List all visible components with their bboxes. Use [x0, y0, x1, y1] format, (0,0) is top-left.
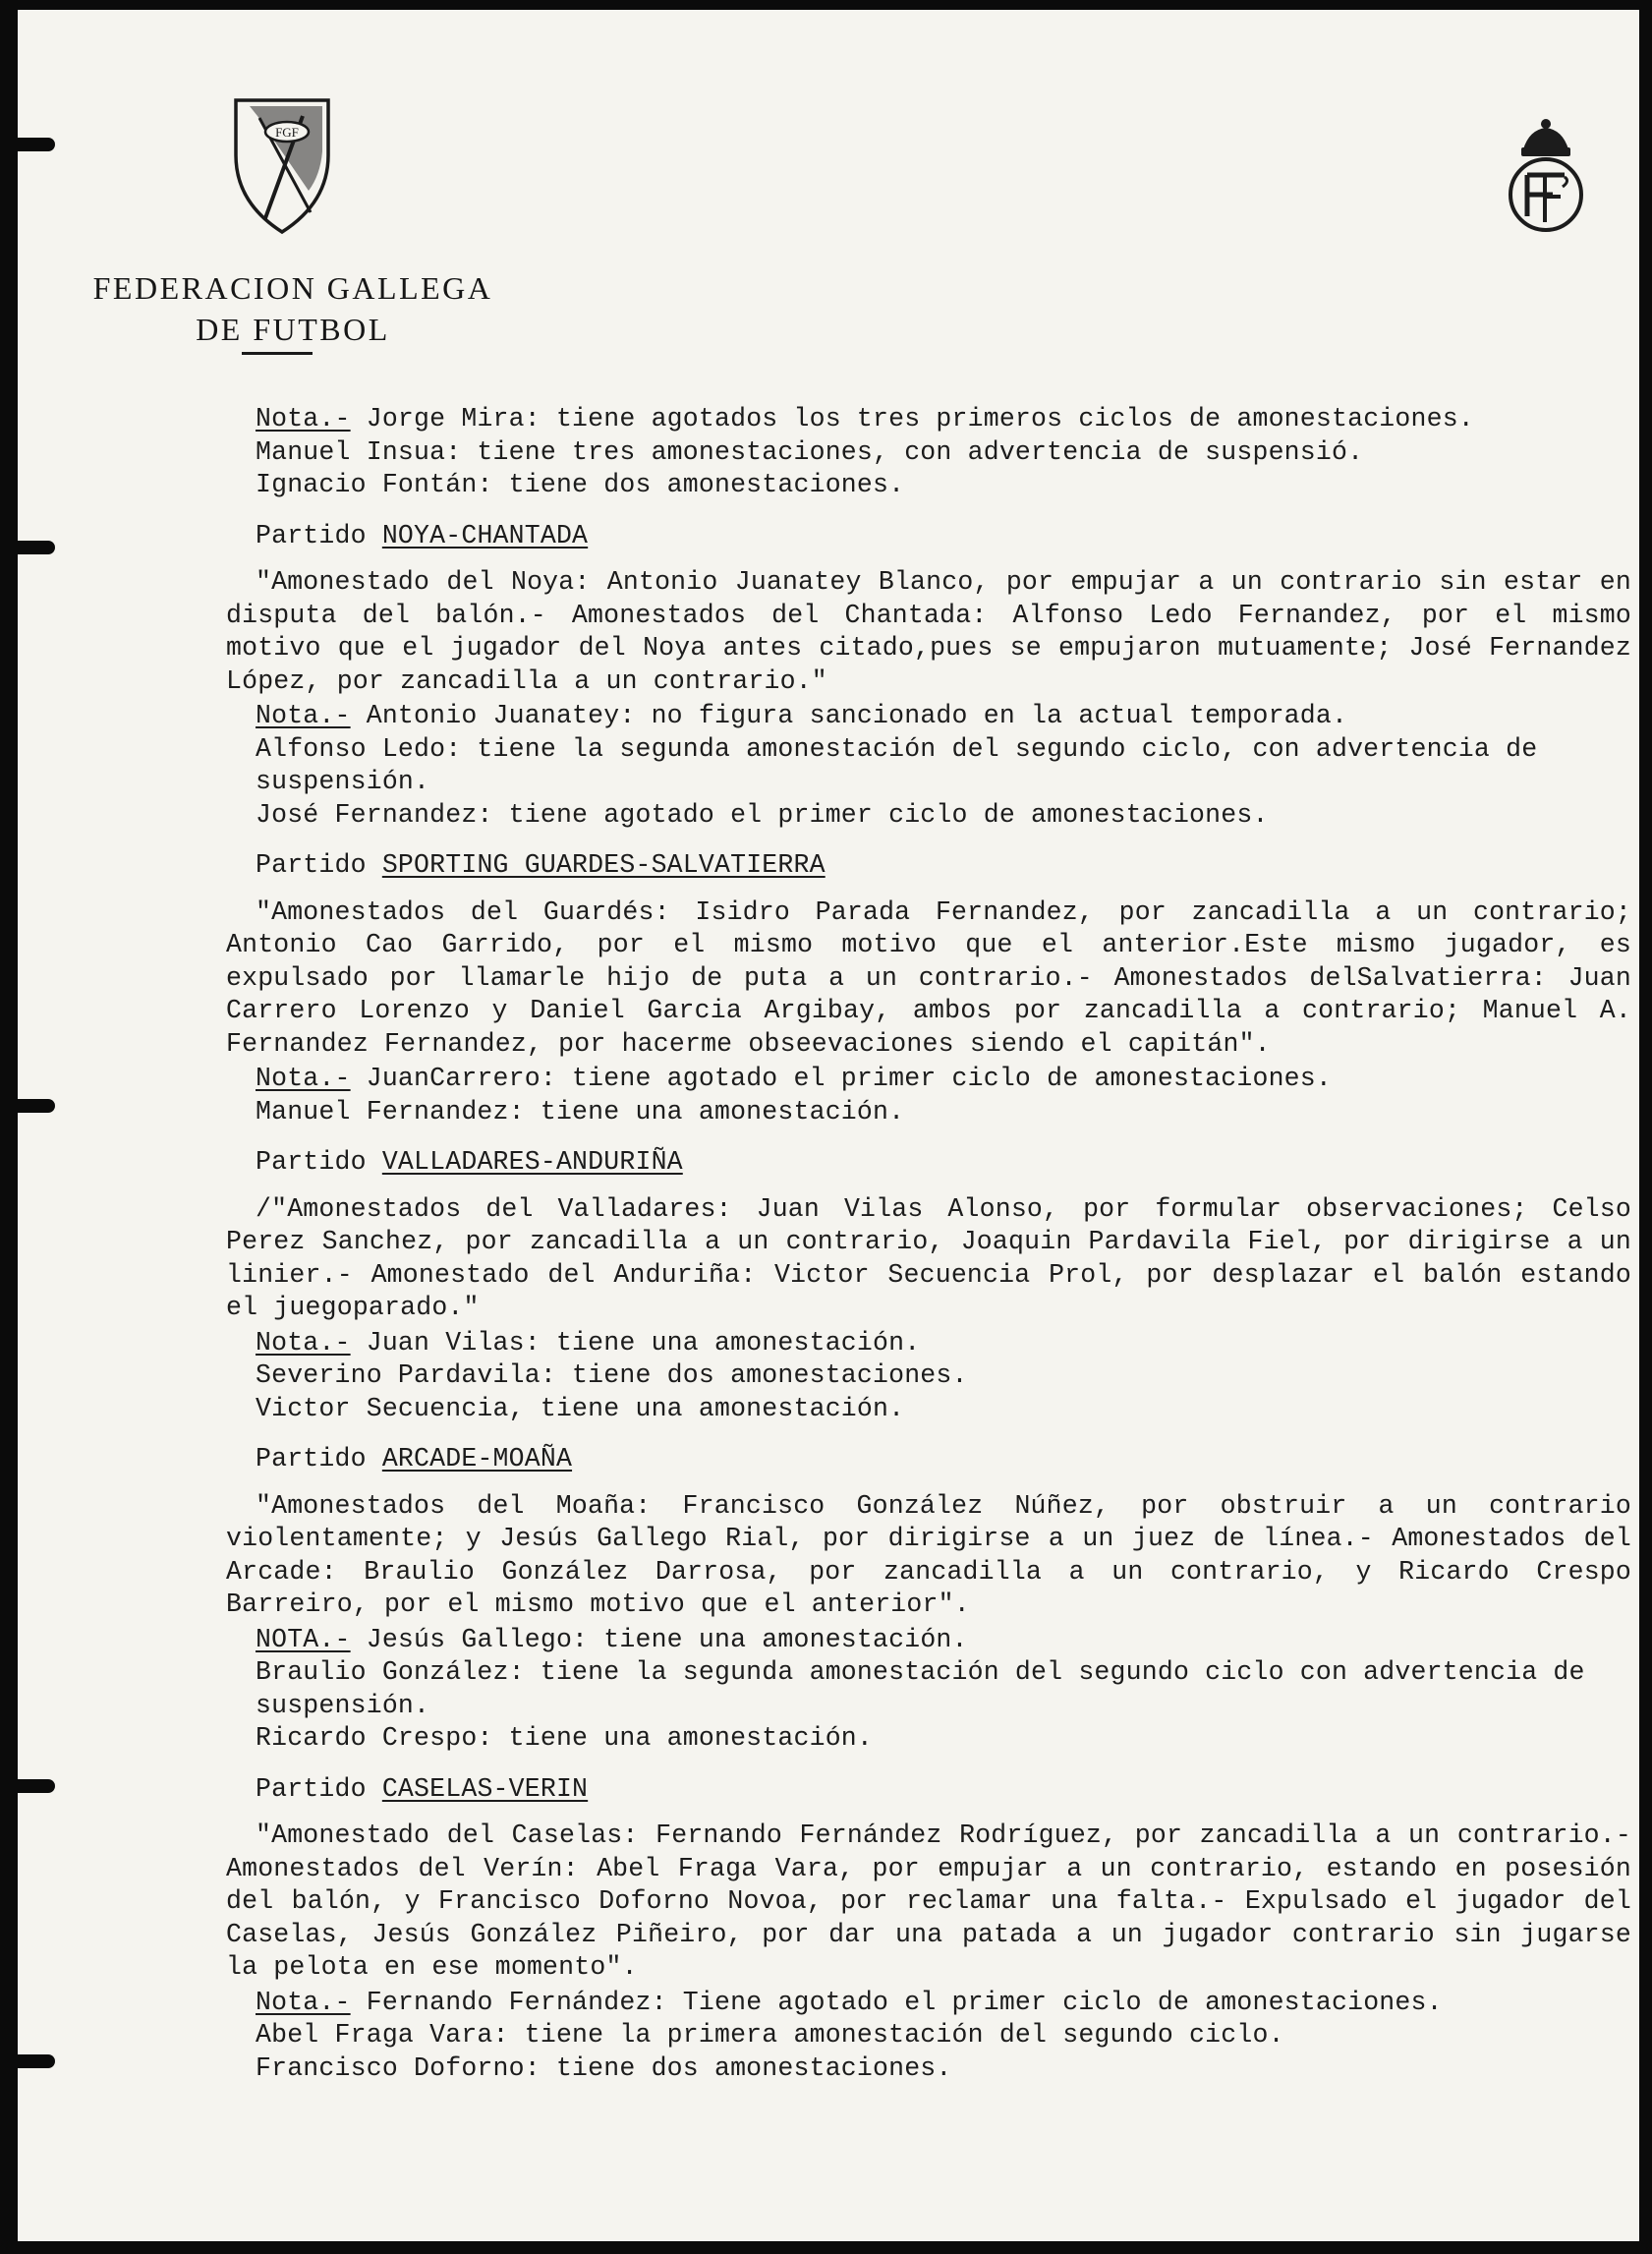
- match-heading: [226, 1443, 1631, 1476]
- match-section: [226, 1146, 1631, 1425]
- match-section: [226, 520, 1631, 833]
- note-line: Victor Secuencia, tiene una amonestación.: [256, 1393, 905, 1423]
- match-teams: CASELAS-VERIN: [381, 1773, 589, 1804]
- note-line: Ricardo Crespo: tiene una amonestación.: [256, 1723, 874, 1753]
- note-text: Juan Vilas: tiene una amonestación.: [350, 1327, 921, 1358]
- note-line: [226, 1624, 1631, 1657]
- note-label: NOTA.-: [256, 1624, 351, 1654]
- svg-text:FGF: FGF: [275, 125, 299, 140]
- binder-notch: [18, 1099, 55, 1113]
- note-line: [226, 1063, 1631, 1096]
- intro-notes: [226, 403, 1631, 502]
- match-heading: [226, 1146, 1631, 1180]
- note-label: Nota.-: [256, 404, 351, 433]
- match-heading-prefix: Partido: [256, 520, 382, 550]
- note-line: José Fernandez: tiene agotado el primer ciclo de amonestaciones.: [256, 799, 1269, 830]
- federation-name: [77, 267, 509, 350]
- note-line: Manuel Fernandez: tiene una amonestación.: [256, 1096, 905, 1127]
- match-heading: [226, 849, 1631, 883]
- note-line: Manuel Insua: tiene tres amonestaciones, con advertencia de suspensió.: [256, 436, 1364, 467]
- note-text: Jorge Mira: tiene agotados los tres primeros ciclos de amonestaciones.: [350, 404, 1474, 433]
- note-line: Ignacio Fontán: tiene dos amonestaciones.: [256, 470, 905, 499]
- note-label: Nota.-: [256, 1064, 351, 1093]
- binder-notch: [18, 138, 55, 151]
- note-line: [226, 1327, 1631, 1360]
- match-heading: [226, 1773, 1631, 1807]
- note-line: Braulio González: tiene la segunda amonestación del segundo ciclo con advertencia de suspensión.: [256, 1657, 1585, 1720]
- match-heading-prefix: Partido: [256, 1444, 382, 1474]
- binder-notch: [18, 1779, 55, 1793]
- note-text: Jesús Gallego: tiene una amonestación.: [350, 1624, 968, 1654]
- match-section: [226, 849, 1631, 1128]
- federacion-gallega-shield-icon: [230, 96, 334, 236]
- match-report: /"Amonestados del Valladares: Juan Vilas Alonso, por formular observaciones; Celso Perez Sanchez, por zancadilla a un contrario, Joaquin Pardavila Fiel, por dirigirse a un linier.- Amonestado del Anduriña: Victor Secuencia Prol, por desplazar el balón estando el juegoparado.": [226, 1193, 1631, 1322]
- note-line: Alfonso Ledo: tiene la segunda amonestación del segundo ciclo, con advertencia de suspensión.: [256, 733, 1538, 796]
- match-section: [226, 1773, 1631, 2086]
- match-teams: ARCADE-MOAÑA: [381, 1444, 573, 1474]
- match-section: [226, 1443, 1631, 1756]
- match-teams: VALLADARES-ANDURIÑA: [381, 1147, 683, 1177]
- match-report: "Amonestado del Noya: Antonio Juanatey Blanco, por empujar a un contrario sin estar en disputa del balón.- Amonestados del Chantada: Alfonso Ledo Fernandez, por el mismo motivo que el jugador del Noya antes citado,pues se empujaron mutuamente; José Fernandez López, por zancadilla a un contrario.": [226, 567, 1631, 696]
- note-line: Severino Pardavila: tiene dos amonestaciones.: [256, 1360, 968, 1390]
- letterhead-rule: [242, 352, 313, 355]
- binder-notch: [18, 541, 55, 554]
- note-line: [226, 700, 1631, 733]
- match-heading: [226, 520, 1631, 553]
- note-text: Antonio Juanatey: no figura sancionado en la actual temporada.: [350, 701, 1348, 730]
- note-label: Nota.-: [256, 1987, 351, 2017]
- note-text: JuanCarrero: tiene agotado el primer ciclo de amonestaciones.: [350, 1064, 1332, 1093]
- note-line: [226, 403, 1631, 436]
- federation-name-line1: FEDERACION GALLEGA: [92, 270, 493, 306]
- match-report: "Amonestados del Guardés: Isidro Parada Fernandez, por zancadilla a un contrario; Antonio Cao Garrido, por el mismo motivo que el anterior.Este mismo jugador, es expulsado por llamarle hijo de puta a un contrario.- Amonestados delSalvatierra: Juan Carrero Lorenzo y Daniel Garcia Argibay, ambos por zancadilla a contrario; Manuel A. Fernandez Fernandez, por hacerme obseevaciones siendo el capitán".: [226, 896, 1631, 1059]
- rfef-crowned-emblem-icon: [1502, 116, 1590, 244]
- document-page: [18, 10, 1639, 2241]
- match-heading-prefix: Partido: [256, 850, 382, 880]
- match-report: "Amonestados del Moaña: Francisco González Núñez, por obstruir a un contrario violentamente; y Jesús Gallego Rial, por dirigirse a un juez de línea.- Amonestados del Arcade: Braulio González Darrosa, por zancadilla a un contrario, y Ricardo Crespo Barreiro, por el mismo motivo que el anterior".: [226, 1490, 1631, 1619]
- binder-notch: [18, 2054, 55, 2068]
- match-teams: NOYA-CHANTADA: [381, 520, 589, 550]
- match-teams: SPORTING GUARDES-SALVATIERRA: [381, 850, 826, 880]
- match-heading-prefix: Partido: [256, 1147, 382, 1177]
- note-line: Francisco Doforno: tiene dos amonestaciones.: [256, 2052, 952, 2083]
- note-line: [226, 1987, 1631, 2020]
- federation-name-line2: DE FUTBOL: [196, 312, 390, 347]
- note-label: Nota.-: [256, 701, 351, 730]
- note-text: Fernando Fernández: Tiene agotado el primer ciclo de amonestaciones.: [350, 1987, 1443, 2017]
- note-line: Abel Fraga Vara: tiene la primera amonestación del segundo ciclo.: [256, 2020, 1284, 2050]
- document-body: [226, 403, 1631, 2085]
- note-label: Nota.-: [256, 1327, 351, 1358]
- match-heading-prefix: Partido: [256, 1773, 382, 1804]
- match-report: "Amonestado del Caselas: Fernando Fernández Rodríguez, por zancadilla a un contrario.- Amonestados del Verín: Abel Fraga Vara, por empujar a un contrario, estando en posesión del balón, y Francisco Doforno Novoa, por reclamar una falta.- Expulsado el jugador del Caselas, Jesús González Piñeiro, por dar una patada a un jugador contrario sin jugarse la pelota en ese momento".: [226, 1821, 1631, 1982]
